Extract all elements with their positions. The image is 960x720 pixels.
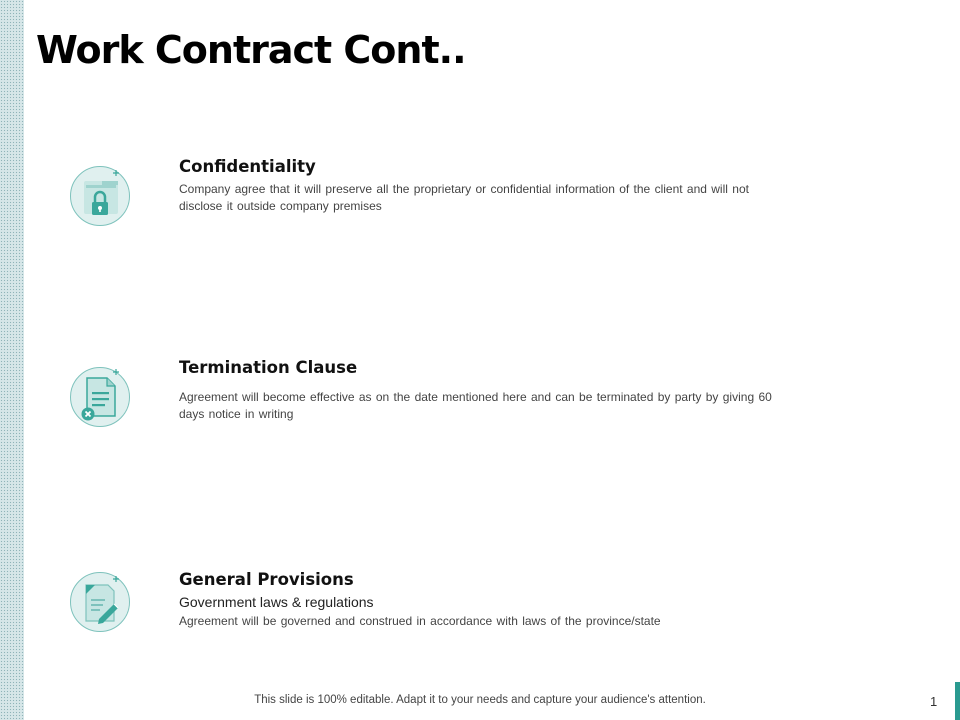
section-title: Termination Clause [179,358,358,377]
slide-title: Work Contract Cont.. [36,28,466,72]
left-pattern-strip [0,0,24,720]
section-general-provisions [68,572,788,642]
section-subtitle: Government laws & regulations [179,594,374,610]
document-cancel-icon [70,367,130,427]
section-confidentiality [68,157,788,236]
slide-number: 1 [930,694,938,709]
section-body: Agreement will become effective as on the date mentioned here and can be terminated by party by giving 60 days notice in writing [179,390,772,421]
section-title: General Provisions [179,570,354,589]
lock-folder-icon [70,166,130,226]
corner-accent-bar [955,682,960,720]
document-pencil-icon [70,572,130,632]
section-termination-clause [68,358,788,437]
section-body: Agreement will be governed and construed in accordance with laws of the province/state [179,614,661,628]
section-title: Confidentiality [179,157,316,176]
section-body: Company agree that it will preserve all the proprietary or confidential information of the client and will not disclose it outside company premises [179,182,749,213]
footer-note: This slide is 100% editable. Adapt it to your needs and capture your audience's attention. [254,694,706,706]
